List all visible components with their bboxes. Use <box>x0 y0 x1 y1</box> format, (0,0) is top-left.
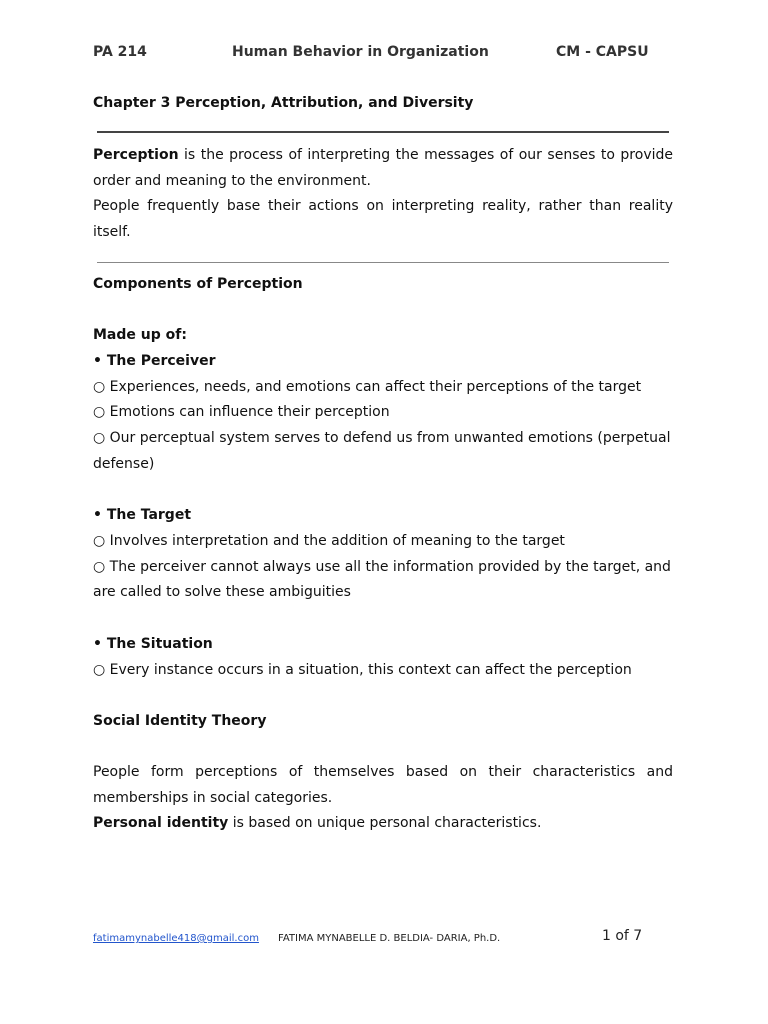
chapter-title: Chapter 3 Perception, Attribution, and Diversity <box>93 95 474 111</box>
perceiver-item-cont: defense) <box>93 456 155 472</box>
perceiver-title: • The Perceiver <box>93 353 216 369</box>
target-item-cont: are called to solve these ambiguities <box>93 584 351 600</box>
personal-identity-definition: is based on unique personal characteristics. <box>228 815 542 832</box>
divider-middle <box>97 262 669 263</box>
course-title: Human Behavior in Organization <box>232 44 489 60</box>
perception-term: Perception <box>93 147 179 163</box>
perception-definition: is the process of interpreting the messages of our senses to provide order and meaning to the environment. <box>93 147 673 189</box>
target-item: ○ Involves interpretation and the addition of meaning to the target <box>93 533 565 549</box>
page-number: 1 of 7 <box>602 928 643 944</box>
situation-item: ○ Every instance occurs in a situation, this context can affect the perception <box>93 662 632 678</box>
divider-top <box>97 131 669 133</box>
footer-email-link[interactable]: fatimamynabelle418@gmail.com <box>93 933 259 944</box>
target-title: • The Target <box>93 507 192 523</box>
target-item: ○ The perceiver cannot always use all the information provided by the target, and <box>93 559 671 575</box>
intro-line-2: People frequently base their actions on interpreting reality, rather than reality itself. <box>93 198 673 241</box>
social-identity-text: People form perceptions of themselves based on their characteristics and memberships in social categories. <box>93 764 673 806</box>
social-identity-heading: Social Identity Theory <box>93 713 267 729</box>
intro-paragraph <box>93 143 673 246</box>
perceiver-item: ○ Emotions can influence their perception <box>93 404 390 420</box>
perceiver-item: ○ Experiences, needs, and emotions can affect their perceptions of the target <box>93 379 642 395</box>
components-heading: Components of Perception <box>93 276 303 292</box>
made-up-of-label: Made up of: <box>93 327 187 343</box>
footer-author: FATIMA MYNABELLE D. BELDIA- DARIA, Ph.D. <box>278 933 501 944</box>
personal-identity-term: Personal identity <box>93 815 229 832</box>
social-identity-paragraph <box>93 760 673 837</box>
situation-title: • The Situation <box>93 636 213 652</box>
school-name: CM - CAPSU <box>556 44 649 60</box>
perceiver-item: ○ Our perceptual system serves to defend us from unwanted emotions (perpetual <box>93 430 671 446</box>
course-code: PA 214 <box>93 44 147 60</box>
